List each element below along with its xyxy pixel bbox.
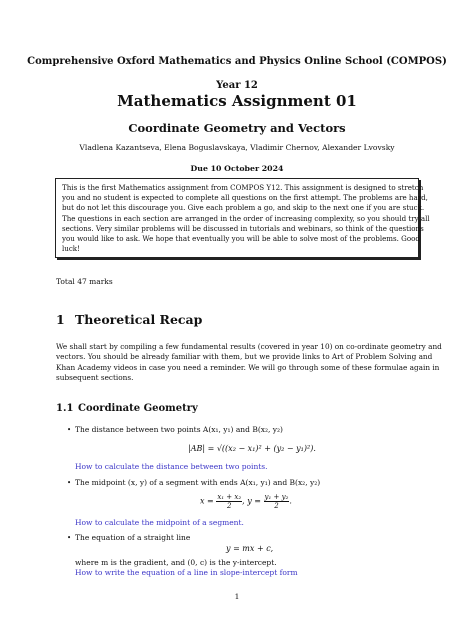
bullet-icon: • (67, 426, 72, 434)
bullet-line (67, 533, 190, 542)
bullet-distance (67, 425, 283, 434)
bullet-icon: • (67, 534, 72, 542)
intro-line: sections. Very similar problems will be discussed in tutorials and webinars, so think of the questions (62, 223, 424, 233)
paragraph-line: vectors. You should be already familiar with them, but we provide links to Art of Problem Solving and (56, 352, 433, 362)
section-heading (56, 312, 202, 327)
intro-line: but do not let this discourage you. Give each problem a go, and skip to the next one if you are stuck. (62, 203, 425, 213)
midpoint-x-denominator: 2 (226, 502, 232, 510)
intro-line: luck! (62, 244, 80, 254)
school-name: Comprehensive Oxford Mathematics and Physics Online School (COMPOS) (27, 56, 447, 67)
midpoint-x-numerator: x₁ + x₂ (217, 493, 242, 501)
bullet-text: The equation of a straight line (75, 533, 191, 542)
midpoint-end: . (289, 496, 292, 506)
section-number: 1 (56, 312, 65, 327)
subsection-number: 1.1 (56, 403, 74, 414)
midpoint-y-numerator: y₁ + y₂ (264, 493, 289, 501)
section-paragraph (56, 342, 442, 384)
subsection-heading (56, 403, 198, 414)
midpoint-y-fraction (264, 493, 290, 510)
intro-line: you and no student is expected to complete all questions on the first attempt. The problems are hard, (62, 193, 428, 203)
midpoint-formula (200, 493, 292, 510)
section-title: Theoretical Recap (75, 312, 203, 327)
line-formula: y = mx + c, (226, 544, 274, 553)
page-number: 1 (234, 592, 240, 601)
paragraph-line: Khan Academy videos in case you need a reminder. We will go through some of these formulae again in (56, 362, 440, 372)
bullet-text: The midpoint (x, y) of a segment with ends A(x₁, y₁) and B(x₂, y₂) (75, 478, 321, 487)
total-marks: Total 47 marks (56, 277, 113, 286)
paragraph-line: We shall start by compiling a few fundamental results (covered in year 10) on co-ordinate geometry and (56, 342, 442, 351)
distance-link[interactable]: How to calculate the distance between two points. (75, 462, 268, 471)
bullet-midpoint (67, 478, 320, 487)
paragraph-line: subsequent sections. (56, 373, 134, 383)
midpoint-x-lhs: x = (200, 496, 214, 506)
page-subtitle: Coordinate Geometry and Vectors (128, 121, 346, 135)
intro-line: you would like to ask. We hope that eventually you will be able to solve most of the problems. Good (62, 234, 420, 244)
subsection-title: Coordinate Geometry (78, 403, 198, 414)
intro-line: This is the first Mathematics assignment from COMPOS Y12. This assignment is designed to stretch (62, 183, 424, 192)
bullet-icon: • (67, 479, 72, 487)
midpoint-x-fraction (216, 493, 242, 510)
midpoint-link[interactable]: How to calculate the midpoint of a segment. (75, 518, 244, 527)
bullet-text: The distance between two points A(x₁, y₁) and B(x₂, y₂) (75, 425, 283, 434)
line-where-text: where m is the gradient, and (0, c) is the y-intercept. (75, 558, 277, 567)
authors: Vladlena Kazantseva, Elena Boguslavskaya, Vladimir Chernov, Alexander Lvovsky (79, 143, 395, 152)
midpoint-y-denominator: 2 (274, 502, 279, 510)
page-title: Mathematics Assignment 01 (117, 92, 357, 110)
year-label: Year 12 (216, 80, 258, 91)
distance-formula: |AB| = √((x₂ − x₁)² + (y₂ − y₁)²). (188, 444, 316, 453)
due-date: Due 10 October 2024 (190, 164, 284, 173)
line-link[interactable]: How to write the equation of a line in slope-intercept form (75, 568, 298, 577)
intro-line: The questions in each section are arranged in the order of increasing complexity, so you should try all (62, 213, 430, 223)
intro-box (55, 178, 430, 258)
midpoint-separator: , y = (242, 496, 261, 506)
